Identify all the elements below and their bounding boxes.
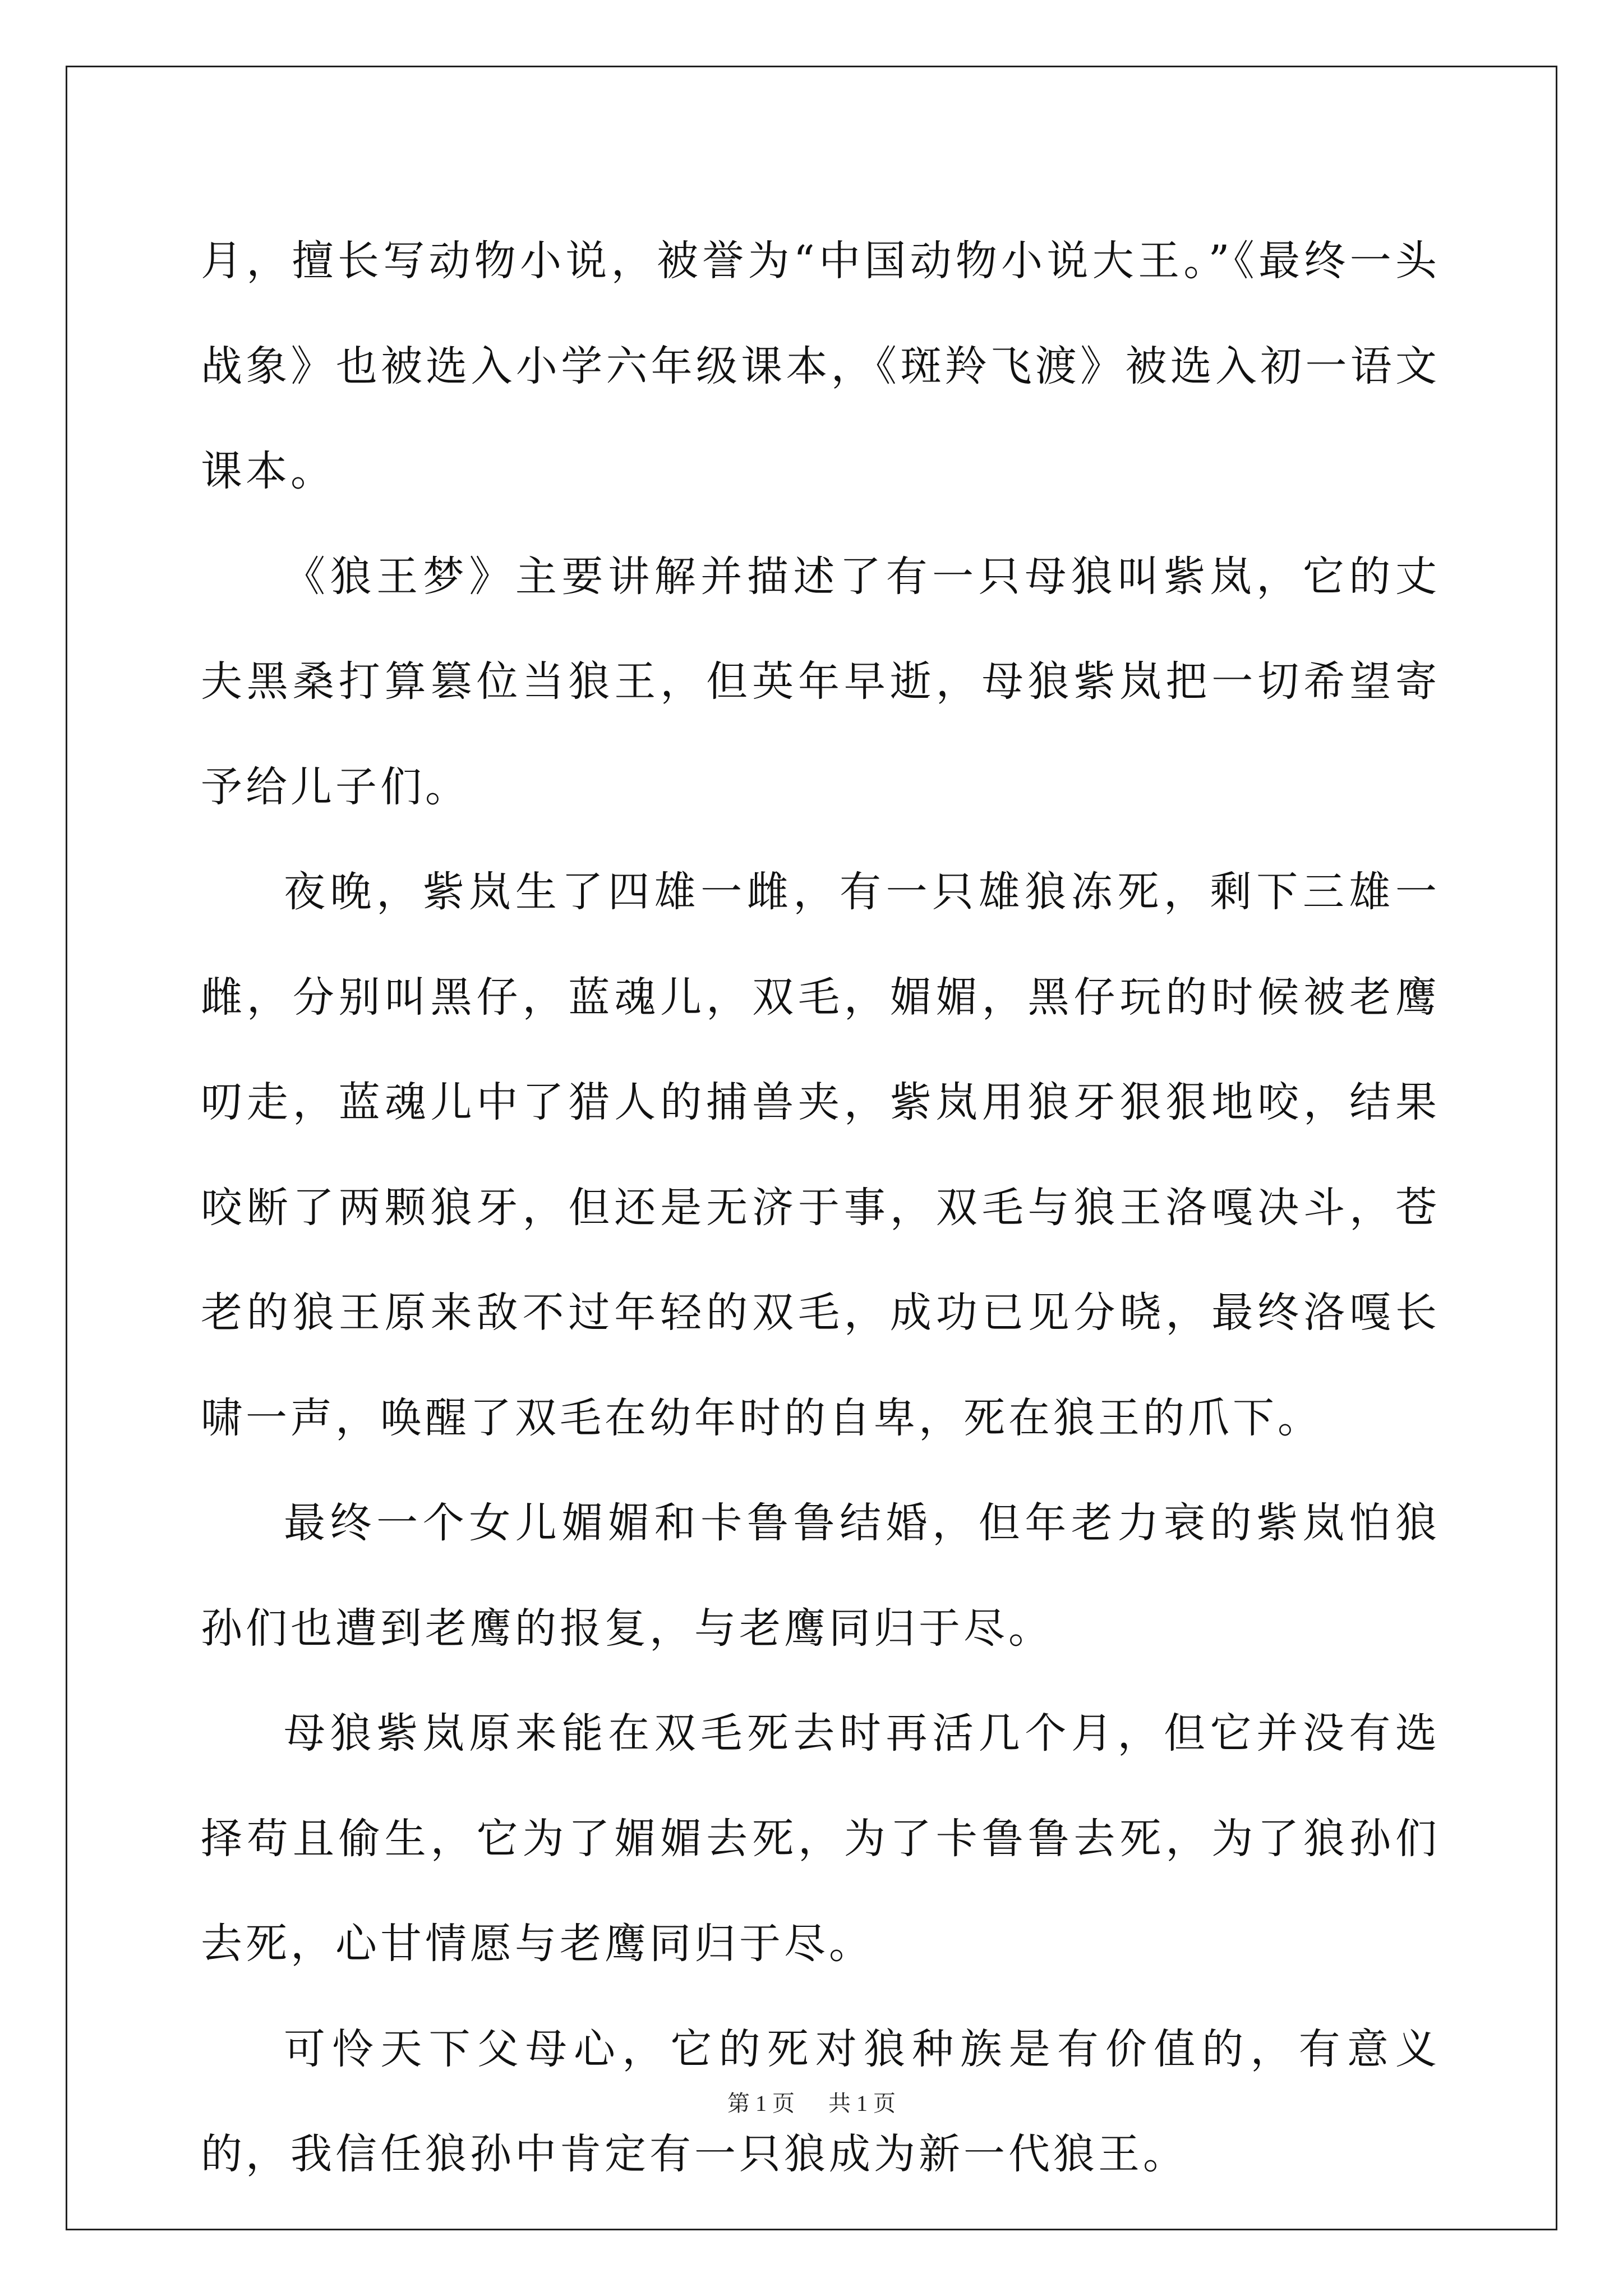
paragraph: 月，擅长写动物小说，被誉为“中国动物小说大王。”《最终一头战象》也被选入小学六年级课本，《斑羚飞渡》被选入初一语文课本。 [201,237,1440,495]
page-total: 共 1 页 [828,2091,896,2116]
paragraph: 可怜天下父母心，它的死对狼种族是有价值的，有意义的，我信任狼孙中肯定有一只狼成为新一代狼王。 [201,2024,1440,2178]
paragraph: 《狼王梦》主要讲解并描述了有一只母狼叫紫岚，它的丈夫黑桑打算篡位当狼王，但英年早逝，母狼紫岚把一切希望寄予给儿子们。 [201,552,1440,811]
document-body [201,209,1440,2207]
paragraph: 母狼紫岚原来能在双毛死去时再活几个月，但它并没有选择苟且偷生，它为了媚媚去死，为了卡鲁鲁去死，为了狼孙们去死，心甘情愿与老鹰同归于尽。 [201,1709,1440,1968]
page-number: 第 1 页 [727,2091,795,2116]
paragraph: 夜晚，紫岚生了四雄一雌，有一只雄狼冻死，剩下三雄一雌，分别叫黑仔，蓝魂儿，双毛，媚媚，黑仔玩的时候被老鹰叨走，蓝魂儿中了猎人的捕兽夹，紫岚用狼牙狠狠地咬，结果咬断了两颗狼牙，但还是无济于事，双毛与狼王洛嘎决斗，苍老的狼王原来敌不过年轻的双毛，成功已见分晓，最终洛嘎长啸一声，唤醒了双毛在幼年时的自卑，死在狼王的爪下。 [201,868,1440,1442]
page-footer [0,2086,1623,2118]
paragraph: 最终一个女儿媚媚和卡鲁鲁结婚，但年老力衰的紫岚怕狼孙们也遭到老鹰的报复，与老鹰同归于尽。 [201,1499,1440,1653]
